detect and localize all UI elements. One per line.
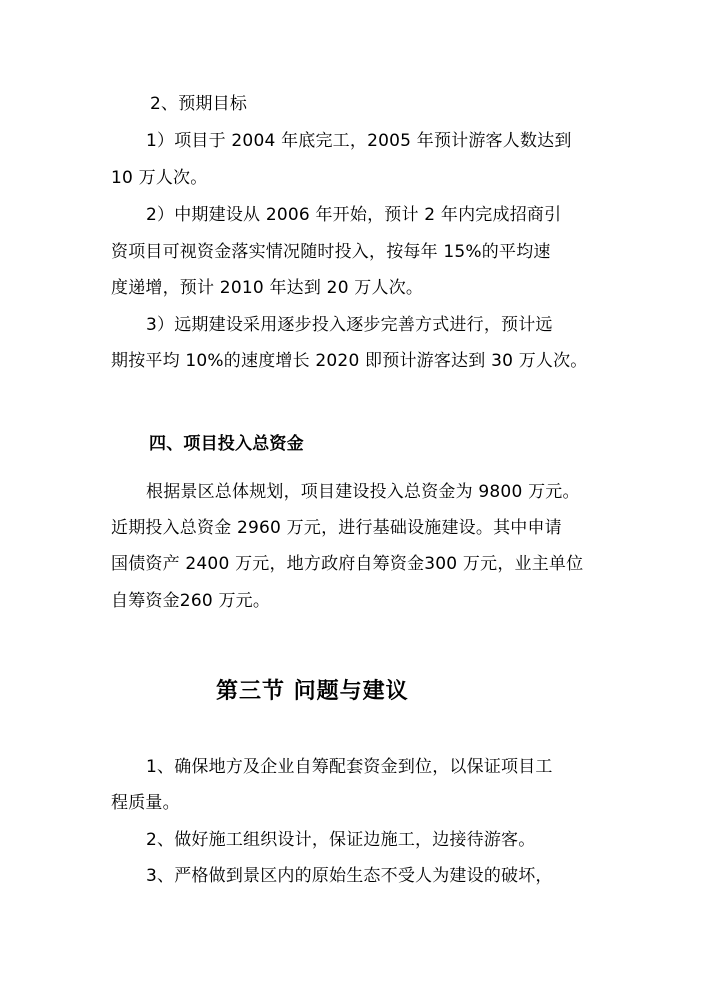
goals-item3-line2: 期按平均 10%的速度增长 2020 即预计游客达到 30 万人次。 xyxy=(111,351,588,371)
problems-item1-line2: 程质量。 xyxy=(111,793,180,813)
problems-item2: 2、做好施工组织设计，保证边施工，边接待游客。 xyxy=(146,830,536,850)
goals-item1-line1: 1）项目于 2004 年底完工，2005 年预计游客人数达到 xyxy=(146,131,572,151)
investment-heading: 四、项目投入总资金 xyxy=(149,434,304,454)
investment-line2: 近期投入总资金 2960 万元，进行基础设施建设。其中申请 xyxy=(111,518,562,538)
goals-item1-line2: 10 万人次。 xyxy=(111,168,208,188)
chapter-title: 第三节 问题与建议 xyxy=(216,678,409,704)
problems-item3: 3、严格做到景区内的原始生态不受人为建设的破坏， xyxy=(146,866,553,886)
investment-line3: 国债资产 2400 万元，地方政府自筹资金300 万元，业主单位 xyxy=(111,554,584,574)
investment-line1: 根据景区总体规划，项目建设投入总资金为 9800 万元。 xyxy=(146,482,580,502)
goals-heading: 2、预期目标 xyxy=(150,94,248,114)
investment-line4: 自筹资金260 万元。 xyxy=(111,591,271,611)
problems-item1-line1: 1、确保地方及企业自筹配套资金到位，以保证项目工 xyxy=(146,757,553,777)
goals-item2-line2: 资项目可视资金落实情况随时投入，按每年 15%的平均速 xyxy=(111,242,551,262)
goals-item2-line3: 度递增，预计 2010 年达到 20 万人次。 xyxy=(111,278,424,298)
goals-item2-line1: 2）中期建设从 2006 年开始，预计 2 年内完成招商引 xyxy=(146,205,562,225)
goals-item3-line1: 3）远期建设采用逐步投入逐步完善方式进行，预计远 xyxy=(146,315,553,335)
